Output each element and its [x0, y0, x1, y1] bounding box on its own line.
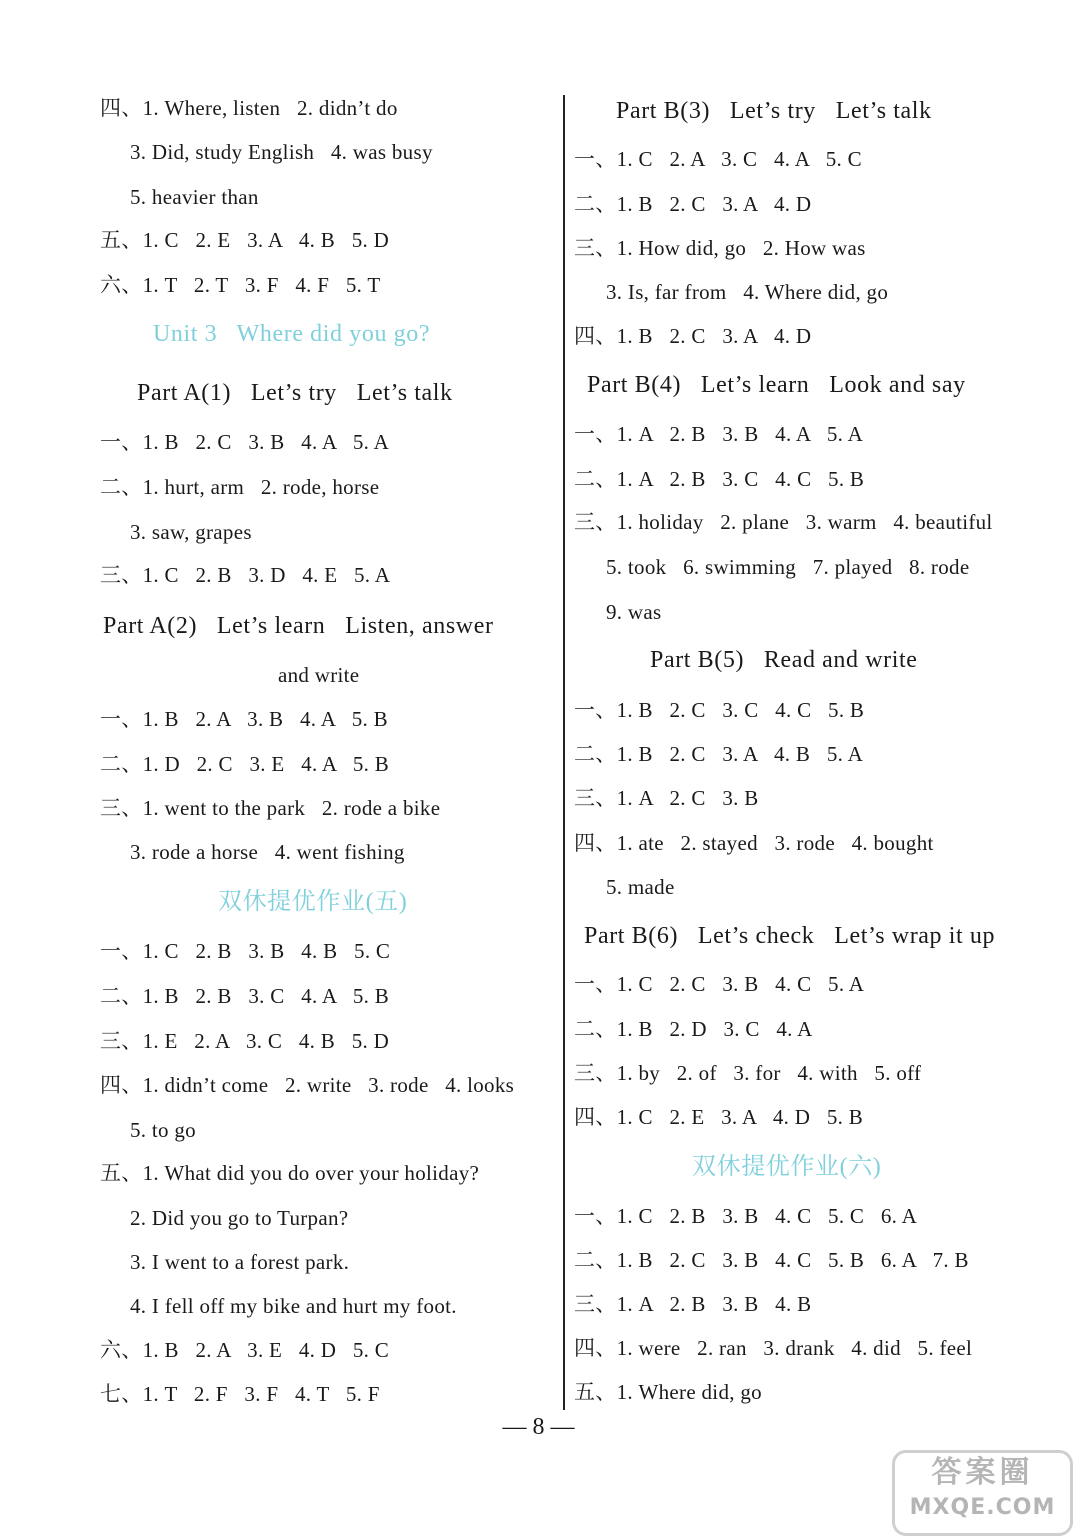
answer-line: 四、1. were 2. ran 3. drank 4. did 5. feel	[574, 1336, 973, 1360]
answer-line: 一、1. C 2. B 3. B 4. C 5. C 6. A	[574, 1204, 918, 1228]
answer-line: 二、1. B 2. D 3. C 4. A	[574, 1017, 813, 1041]
watermark-top: 答案圈	[931, 1455, 1034, 1490]
answer-line: 五、1. What did you do over your holiday?	[100, 1161, 480, 1185]
answer-line: 二、1. B 2. B 3. C 4. A 5. B	[100, 984, 390, 1008]
section-heading: Part A(2) Let’s learn Listen, answer	[103, 613, 494, 639]
answer-line: 4. I fell off my bike and hurt my foot.	[130, 1294, 457, 1318]
answer-line: 二、1. hurt, arm 2. rode, horse	[100, 475, 380, 499]
answer-line: 一、1. B 2. C 3. C 4. C 5. B	[574, 698, 865, 722]
answer-line: 二、1. B 2. C 3. A 4. D	[574, 192, 812, 216]
answer-line: 二、1. B 2. C 3. A 4. B 5. A	[574, 742, 864, 766]
section-heading: Part A(1) Let’s try Let’s talk	[137, 380, 453, 406]
section-heading-continued: and write	[278, 663, 360, 687]
section-heading: Part B(6) Let’s check Let’s wrap it up	[584, 923, 996, 949]
answer-line: 四、1. ate 2. stayed 3. rode 4. bought	[574, 831, 934, 855]
answer-line: 3. rode a horse 4. went fishing	[130, 840, 405, 864]
answer-line: 五、1. Where did, go	[574, 1380, 762, 1404]
answer-line: 三、1. by 2. of 3. for 4. with 5. off	[574, 1061, 922, 1085]
answer-line: 四、1. B 2. C 3. A 4. D	[574, 324, 812, 348]
answer-line: 六、1. T 2. T 3. F 4. F 5. T	[100, 273, 381, 297]
answer-line: 一、1. C 2. B 3. B 4. B 5. C	[100, 939, 391, 963]
answer-line: 一、1. B 2. A 3. B 4. A 5. B	[100, 707, 388, 731]
answer-line: 一、1. A 2. B 3. B 4. A 5. A	[574, 422, 864, 446]
answer-line: 一、1. B 2. C 3. B 4. A 5. A	[100, 430, 390, 454]
answer-line: 三、1. C 2. B 3. D 4. E 5. A	[100, 563, 391, 587]
answer-line: 三、1. E 2. A 3. C 4. B 5. D	[100, 1029, 390, 1053]
answer-line: 一、1. C 2. A 3. C 4. A 5. C	[574, 147, 862, 171]
answer-line: 2. Did you go to Turpan?	[130, 1206, 349, 1230]
answer-line: 三、1. How did, go 2. How was	[574, 236, 866, 260]
answer-line: 四、1. C 2. E 3. A 4. D 5. B	[574, 1105, 864, 1129]
answer-line: 二、1. D 2. C 3. E 4. A 5. B	[100, 752, 390, 776]
homework-title: 双休提优作业(六)	[692, 1154, 882, 1180]
answer-line: 3. Did, study English 4. was busy	[130, 140, 433, 164]
answer-line: 3. saw, grapes	[130, 520, 252, 544]
answer-line: 三、1. A 2. C 3. B	[574, 786, 759, 810]
answer-line: 六、1. B 2. A 3. E 4. D 5. C	[100, 1338, 390, 1362]
answer-line: 二、1. B 2. C 3. B 4. C 5. B 6. A 7. B	[574, 1248, 969, 1272]
answer-line: 3. Is, far from 4. Where did, go	[606, 280, 889, 304]
answer-line: 5. made	[606, 875, 675, 899]
section-heading: Part B(5) Read and write	[650, 647, 918, 673]
answer-line: 5. took 6. swimming 7. played 8. rode	[606, 555, 970, 579]
answer-line: 七、1. T 2. F 3. F 4. T 5. F	[100, 1382, 380, 1406]
answer-line: 二、1. A 2. B 3. C 4. C 5. B	[574, 467, 865, 491]
answer-line: 9. was	[606, 600, 662, 624]
answer-line: 五、1. C 2. E 3. A 4. B 5. D	[100, 228, 390, 252]
watermark-logo	[892, 1450, 1073, 1536]
answer-line: 三、1. A 2. B 3. B 4. B	[574, 1292, 812, 1316]
answer-line: 3. I went to a forest park.	[130, 1250, 350, 1274]
answer-line: 三、1. went to the park 2. rode a bike	[100, 796, 441, 820]
watermark-bottom: MXQE.COM	[909, 1495, 1056, 1520]
column-divider	[563, 95, 565, 1410]
section-heading: Part B(4) Let’s learn Look and say	[587, 372, 966, 398]
section-heading: Part B(3) Let’s try Let’s talk	[616, 98, 932, 124]
answer-line: 5. to go	[130, 1118, 196, 1142]
answer-line: 5. heavier than	[130, 185, 259, 209]
answer-line: 三、1. holiday 2. plane 3. warm 4. beautiful	[574, 510, 993, 534]
answer-line: 四、1. Where, listen 2. didn’t do	[100, 96, 398, 120]
answer-line: 一、1. C 2. C 3. B 4. C 5. A	[574, 972, 865, 996]
homework-title: 双休提优作业(五)	[218, 889, 408, 915]
unit-title: Unit 3 Where did you go?	[153, 321, 431, 347]
page-number: — 8 —	[502, 1414, 575, 1440]
answer-line: 四、1. didn’t come 2. write 3. rode 4. looks	[100, 1073, 515, 1097]
